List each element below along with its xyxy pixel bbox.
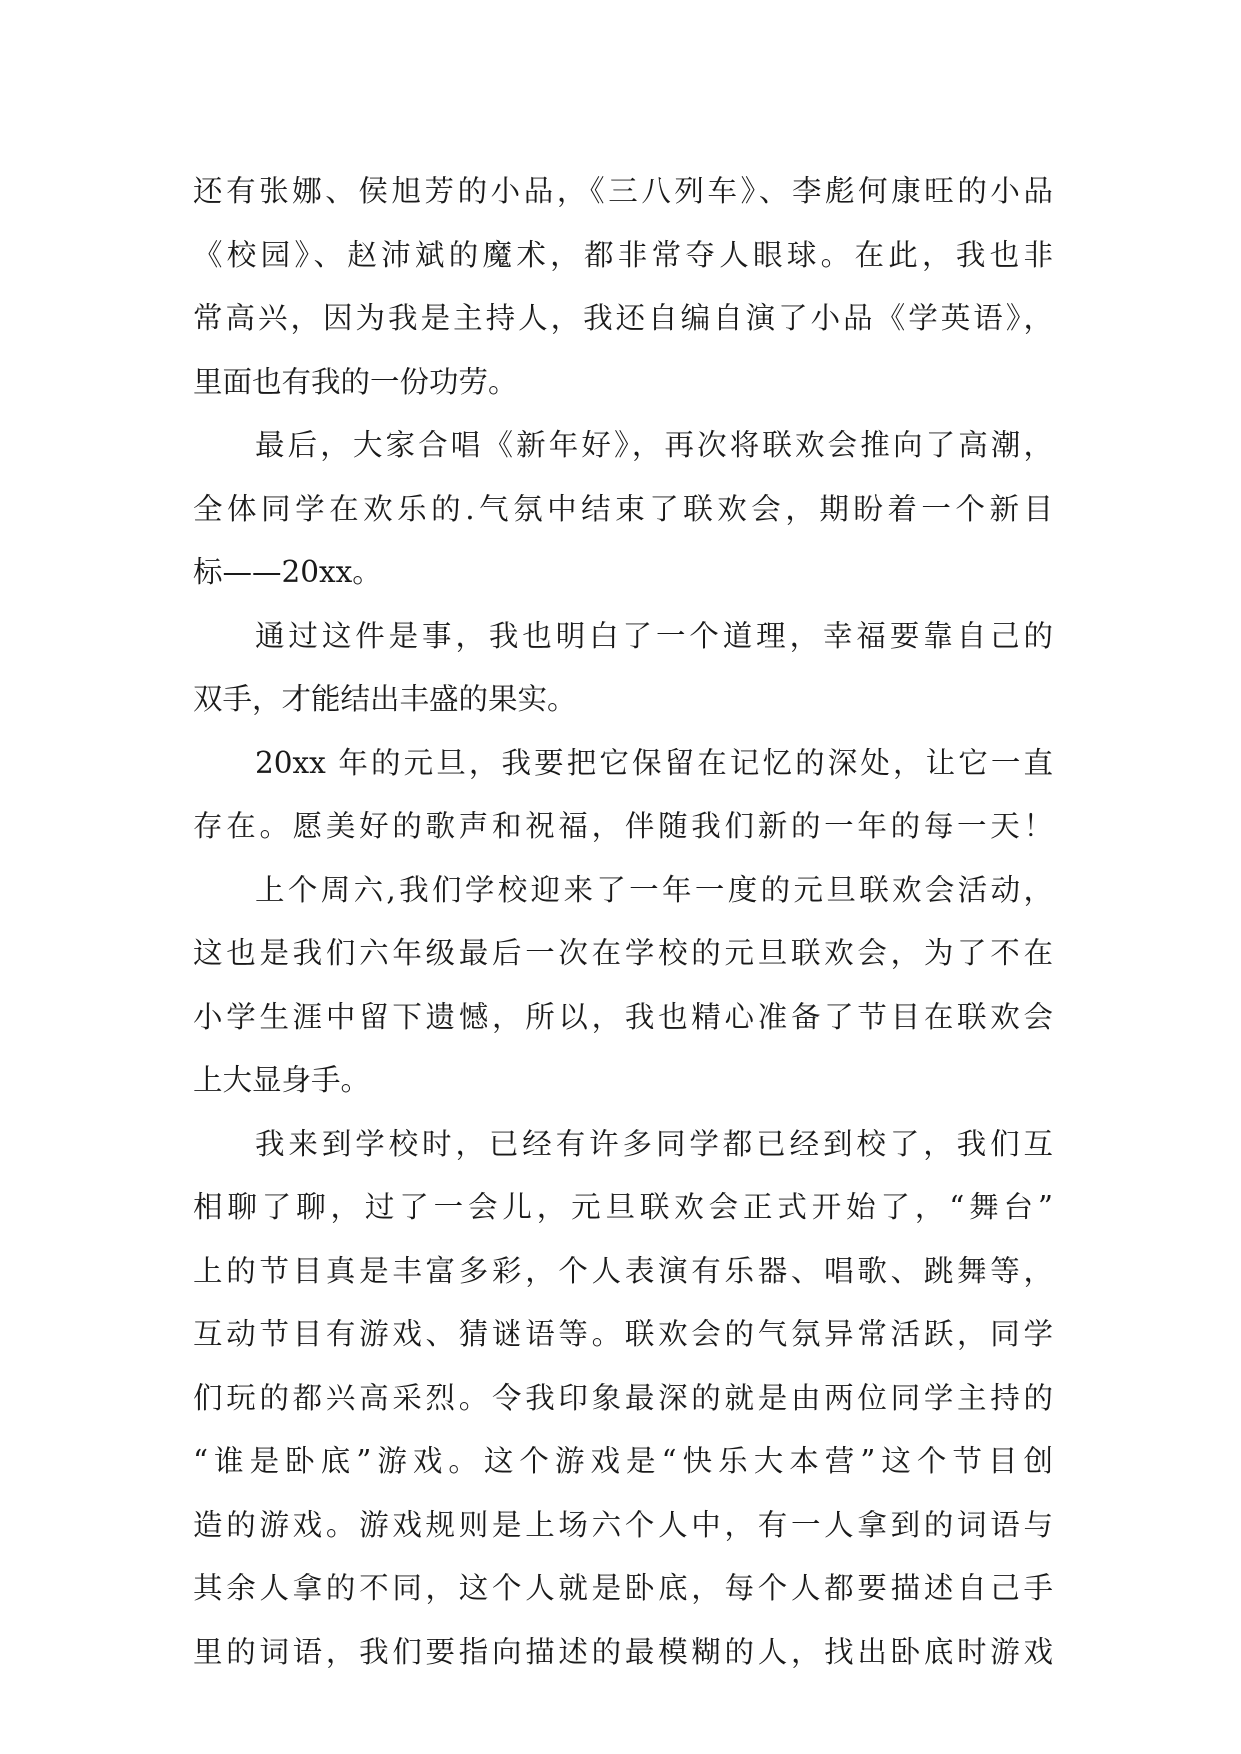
text-line: 最后，大家合唱《新年好》，再次将联欢会推向了高潮， [255,428,1053,462]
text-line: 存在。愿美好的歌声和祝福，伴随我们新的一年的每一天！ [193,809,1053,843]
text-line: 常高兴，因为我是主持人，我还自编自演了小品《学英语》， [193,301,1053,335]
paragraph-3 [193,605,1053,732]
text-line: 上大显身手。 [193,1063,371,1097]
text-line: 全体同学在欢乐的.气氛中结束了联欢会，期盼着一个新目 [193,491,1053,526]
text-line: “谁是卧底”游戏。这个游戏是“快乐大本营”这个节目创 [193,1444,1053,1478]
text-line: 里的词语，我们要指向描述的最模糊的人，找出卧底时游戏 [193,1634,1053,1669]
text-line: 们玩的都兴高采烈。令我印象最深的就是由两位同学主持的 [193,1380,1053,1415]
paragraph-6 [193,1113,1053,1685]
text-line: 相聊了聊，过了一会儿，元旦联欢会正式开始了，“舞台” [193,1190,1053,1224]
paragraph-2 [193,414,1053,605]
paragraph-5 [193,859,1053,1113]
text-line: 还有张娜、侯旭芳的小品，《三八列车》、李彪何康旺的小品 [193,174,1053,208]
text-line: 上个周六,我们学校迎来了一年一度的元旦联欢会活动， [255,872,1053,907]
text-line: 《校园》、赵沛斌的魔术，都非常夺人眼球。在此，我也非 [193,237,1053,272]
text-line: 小学生涯中留下遗憾，所以，我也精心准备了节目在联欢会 [193,999,1053,1034]
text-line: 这也是我们六年级最后一次在学校的元旦联欢会，为了不在 [193,936,1053,970]
text-line: 标——20xx。 [193,555,382,589]
text-line: 上的节目真是丰富多彩，个人表演有乐器、唱歌、跳舞等， [193,1253,1053,1288]
text-line: 造的游戏。游戏规则是上场六个人中，有一人拿到的词语与 [193,1507,1053,1542]
text-line: 我来到学校时，已经有许多同学都已经到校了，我们互 [255,1126,1053,1161]
text-line: 双手，才能结出丰盛的果实。 [193,682,577,716]
paragraph-1 [193,160,1053,414]
paragraph-4 [193,732,1053,859]
text-line: 其余人拿的不同，这个人就是卧底，每个人都要描述自己手 [193,1571,1053,1605]
document-body [193,160,1053,1684]
text-line: 互动节目有游戏、猜谜语等。联欢会的气氛异常活跃，同学 [193,1317,1053,1351]
text-line: 里面也有我的一份功劳。 [193,364,518,399]
text-line: 通过这件是事，我也明白了一个道理，幸福要靠自己的 [255,618,1053,653]
text-line: 20xx 年的元旦，我要把它保留在记忆的深处，让它一直 [255,745,1053,780]
